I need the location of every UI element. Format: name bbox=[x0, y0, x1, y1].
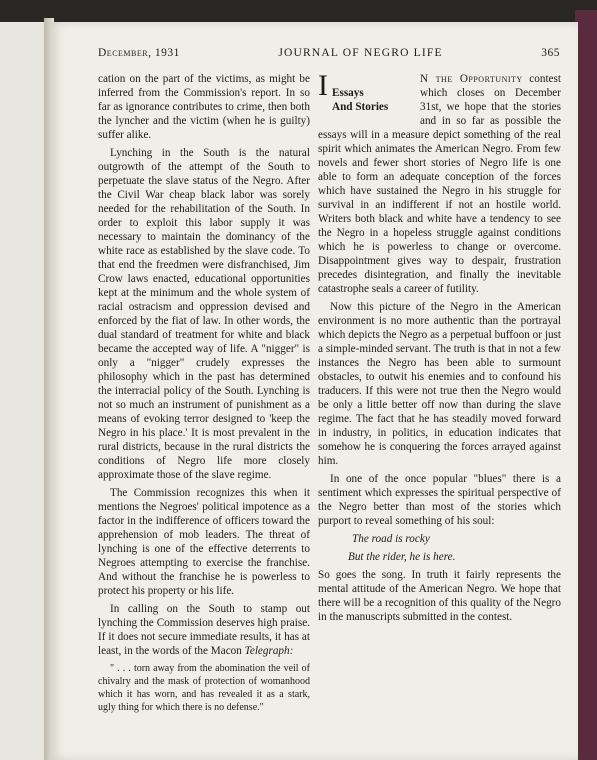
journal-title: JOURNAL OF NEGRO LIFE bbox=[278, 47, 443, 59]
paragraph-text: In calling on the South to stamp out lynching the Commission deserves high praise. If it does not secure immediate results, it has at least, in the words of the Macon bbox=[98, 603, 310, 657]
verse-line: But the rider, he is here. bbox=[348, 551, 456, 563]
paragraph: So goes the song. In truth it fairly represents the mental attitude of the American Negro. We hope that there will be a recognition of this quality of the Negro in the manuscripts submitted in the contest. bbox=[318, 569, 561, 623]
verse-line: The road is rocky bbox=[352, 533, 430, 545]
drop-cap: I bbox=[318, 69, 328, 102]
paragraph: In one of the once popular "blues" there is a sentiment which expresses the spiritual perspective of the Negro better than most of the stories which purport to reveal something of his soul: bbox=[318, 473, 561, 527]
journal-page bbox=[50, 22, 578, 760]
intro-lead: N the bbox=[420, 73, 460, 85]
magazine-name: Opportunity bbox=[459, 73, 523, 85]
paragraph: Now this picture of the Negro in the American environment is no more authentic than the portrayal which depicts the Negro as a perpetual buffoon or just a simple-minded servant. The truth is that in not a few instances the Negro has been able to surmount obstacles, to outwit his enemies and to confound his traducers. If this were not true then the Negro would be only a little better off now than during the slave regime. The fact that he has steadily moved forward in industry, in politics, in education indicates that somehow he is conquering the forces arrayed against him. bbox=[318, 301, 561, 467]
paragraph: The Commission recognizes this when it mentions the Negroes' political impotence as a factor in the indifference of officers toward the apprehension of mob leaders. The threat of lynching is one of the effective deterrents to Negroes attempting to exercise the franchise. And without the franchise he is powerless to protect his property or his life. bbox=[98, 487, 310, 597]
paragraph: Lynching in the South is the natural outgrowth of the attempt of the South to perpetuate the slave status of the Negro. After the Civil War cheap black labor was sorely needed for the rehabilitation of the South. In order to exploit this labor supply it was necessary to maintain the dominancy of the white race as established by the slave code. To that end the freedmen were disfranchised, Jim Crow laws enacted, educational opportunities kept at the minimum and the whole system of racial ostracism and oppression devised and enforced by the fiat of law. In other words, the dual standard of treatment for white and black became the accepted way of life. A "nigger" is only a "nigger" crudely expresses the philosophy which in the past has determined the interracial policy of the South. Lynching is not so much an instrument of punishment as a means of evoking terror designed to 'keep the Negro in his place.' It is most prevalent in the rural districts, because in the rural districts the conditions of Negro life more closely approximate those of the slave regime. bbox=[98, 147, 310, 481]
right-column bbox=[318, 69, 561, 628]
left-column bbox=[98, 72, 310, 718]
issue-date: December, 1931 bbox=[98, 47, 180, 59]
book-cover-edge bbox=[575, 10, 597, 760]
previous-page-edge bbox=[0, 22, 47, 760]
page-number: 365 bbox=[541, 47, 560, 59]
editorial-intro bbox=[318, 69, 561, 296]
section-sidehead bbox=[332, 86, 412, 114]
paragraph: cation on the part of the victims, as might be inferred from the Commission's report. In so far as ignorance contributes to crime, then both the lyncher and the victim (when he is guilty) suffer alike. bbox=[98, 73, 310, 141]
sidehead-line: Essays bbox=[332, 87, 364, 99]
running-head bbox=[98, 47, 560, 59]
block-quote: " . . . torn away from the abomination the veil of chivalry and the mask of protection of womanhood which it has worn, and has revealed it as a stark, ugly thing for which there is no defense." bbox=[98, 663, 310, 713]
paragraph bbox=[98, 602, 310, 658]
paragraph-text: contest which closes on December 31st, we hope that the stories and in so far as possible the essays will in a measure depict something of the real spirit which animates the American Negro. From few novels and fewer short stories of Negro life is one able to form an adequate conception of the forces which have sustained the Negro in his struggle for survival in an indifferent if not an hostile world. Writers both black and white have a tendency to see the Negro in a hopeless struggle against conditions which he is powerless to change or overcome. Disappointment gives way to despair, frustration precedes disintegration, and finally the inevitable catastrophe seals a career of futility. bbox=[318, 73, 561, 295]
newspaper-name: Telegraph: bbox=[244, 645, 294, 657]
sidehead-line: And Stories bbox=[332, 101, 389, 113]
